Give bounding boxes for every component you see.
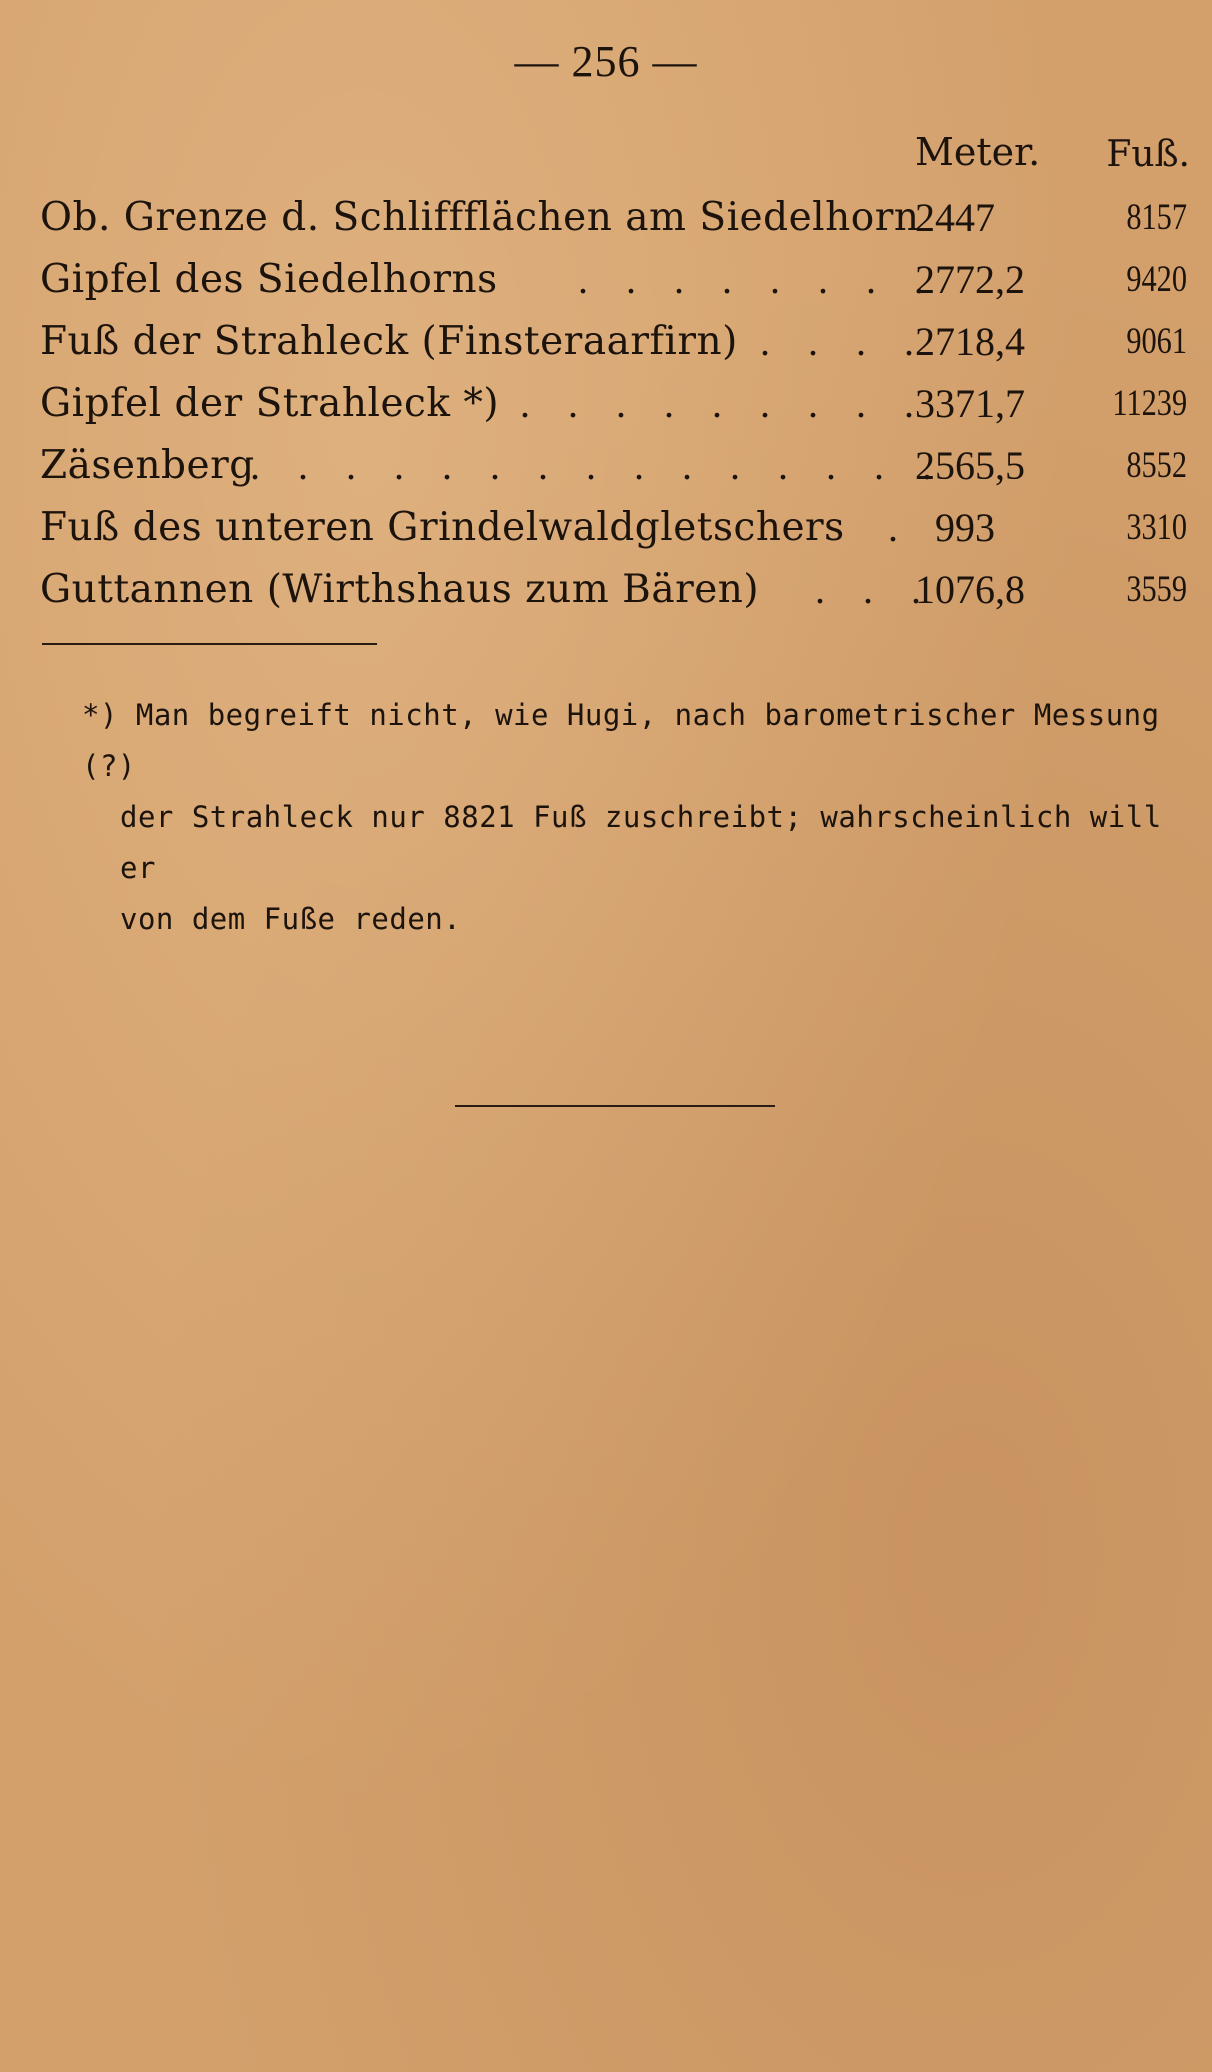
table-row — [0, 374, 1212, 434]
row-label: Gipfel der Strahleck *) — [40, 381, 500, 426]
meter-value: 2447 — [915, 195, 995, 240]
row-label: Ob. Grenze d. Schliffflächen am Siedelhorn — [40, 195, 920, 240]
row-label: Zäsenberg — [40, 443, 255, 488]
table-row — [0, 560, 1212, 620]
leader-dots: . . . . . . . . . . . . . . . — [250, 443, 946, 488]
meter-value: 2565,5 — [915, 443, 1025, 488]
meter-value: 2718,4 — [915, 319, 1025, 364]
footnote — [82, 690, 1182, 945]
table-row — [0, 498, 1212, 558]
row-label: Fuß des unteren Grindelwaldgletschers — [40, 505, 845, 550]
fuss-value: 3559 — [1126, 569, 1187, 610]
fuss-value: 8157 — [1126, 197, 1187, 238]
meter-value: 2772,2 — [915, 257, 1025, 302]
row-label: Guttannen (Wirthshaus zum Bären) — [40, 567, 760, 612]
section-divider — [455, 1105, 775, 1107]
leader-dots: . . . . . . . . — [578, 257, 938, 302]
table-row — [0, 250, 1212, 310]
footnote-line: der Strahleck nur 8821 Fuß zuschreibt; wahrscheinlich will er — [120, 800, 1162, 885]
leader-dots: . . . — [815, 567, 935, 612]
footnote-line: von dem Fuße reden. — [120, 902, 462, 936]
row-label: Gipfel des Siedelhorns — [40, 257, 498, 302]
column-header-meter: Meter. — [915, 130, 1041, 174]
meter-value: 993 — [935, 505, 995, 550]
page-number: — 256 — — [514, 37, 698, 86]
table-row — [0, 188, 1212, 248]
fuss-value: 8552 — [1126, 445, 1187, 486]
fuss-value: 9420 — [1126, 259, 1187, 300]
leader-dots: . . . . . . . . . — [520, 381, 928, 426]
fuss-value: 11239 — [1112, 383, 1187, 424]
meter-value: 1076,8 — [915, 567, 1025, 612]
table-row — [0, 436, 1212, 496]
table-row — [0, 312, 1212, 372]
fuss-value: 3310 — [1126, 507, 1187, 548]
fuss-value: 9061 — [1126, 321, 1187, 362]
leader-dots: . . . . — [760, 319, 928, 364]
footnote-line: *) Man begreift nicht, wie Hugi, nach barometrischer Messung (?) — [82, 698, 1160, 783]
row-label: Fuß der Strahleck (Finsteraarfirn) — [40, 319, 738, 364]
footnote-divider — [42, 643, 377, 645]
meter-value: 3371,7 — [915, 381, 1025, 426]
leader-dots: . — [888, 505, 912, 550]
column-header-fuss: Fuß. — [1106, 134, 1190, 175]
